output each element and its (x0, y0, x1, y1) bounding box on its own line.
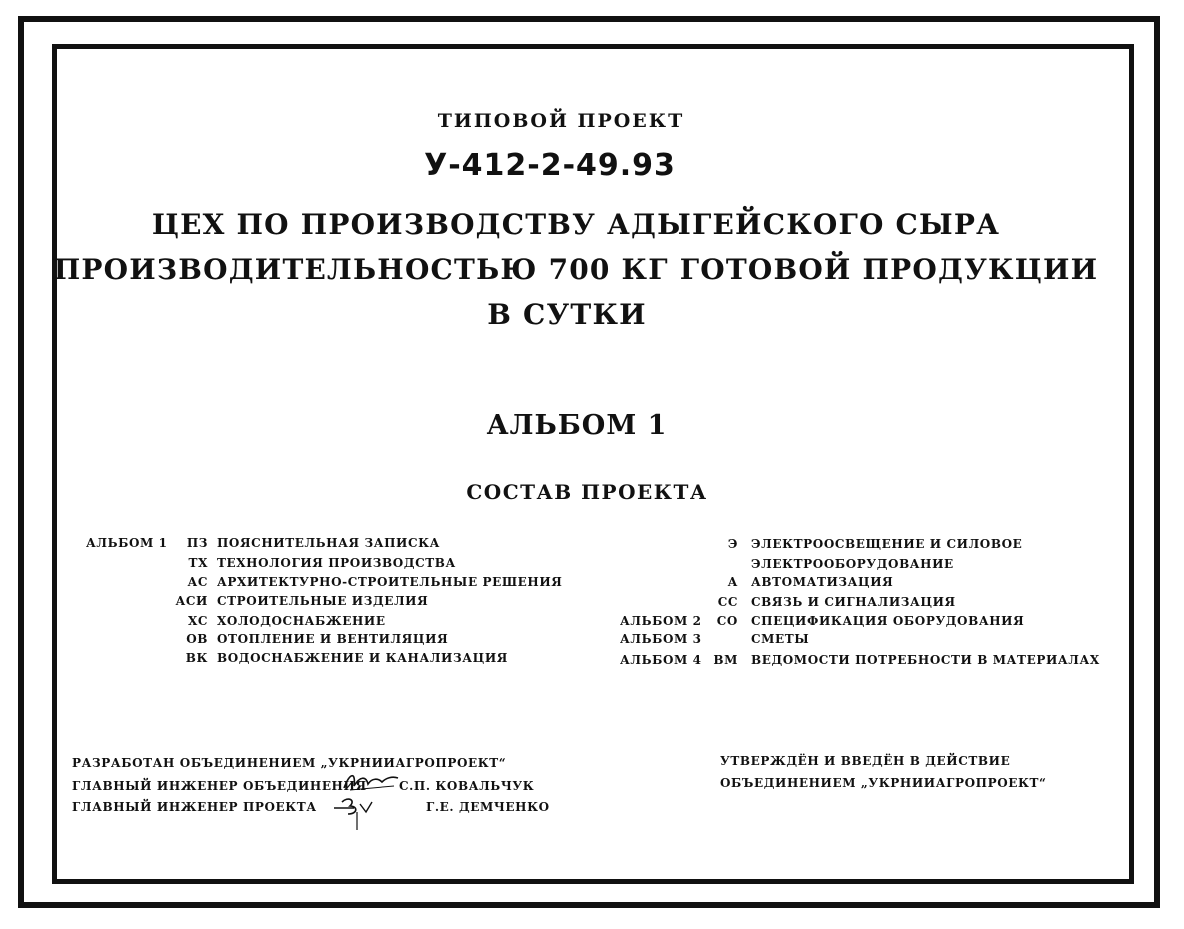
title-line-1: ЦЕХ ПО ПРОИЗВОДСТВУ АДЫГЕЙСКОГО СЫРА (151, 208, 1001, 241)
signature-kovalchuk (340, 768, 404, 794)
item-code: АС (187, 575, 208, 589)
typical-project-label: ТИПОВОЙ ПРОЕКТ (437, 110, 685, 132)
item-code: ВМ (713, 653, 738, 667)
album-label: АЛЬБОМ 2 (620, 614, 702, 628)
item-code: ВК (185, 651, 208, 665)
item-name: СПЕЦИФИКАЦИЯ ОБОРУДОВАНИЯ (751, 614, 1025, 628)
item-code: СО (716, 614, 738, 628)
item-name: СВЯЗЬ И СИГНАЛИЗАЦИЯ (751, 595, 956, 609)
album-label: АЛЬБОМ 4 (620, 653, 702, 667)
item-name: ОТОПЛЕНИЕ И ВЕНТИЛЯЦИЯ (217, 632, 449, 646)
item-code: АСИ (175, 594, 208, 608)
item-code: А (727, 575, 738, 589)
item-code: СС (717, 595, 738, 609)
album-heading: АЛЬБОМ 1 (486, 410, 668, 441)
item-name: ХОЛОДОСНАБЖЕНИЕ (217, 614, 386, 628)
item-name: АРХИТЕКТУРНО-СТРОИТЕЛЬНЫЕ РЕШЕНИЯ (217, 575, 563, 589)
chief-engineer-org-label: ГЛАВНЫЙ ИНЖЕНЕР ОБЪЕДИНЕНИЯ (72, 779, 367, 793)
title-line-2: ПРОИЗВОДИТЕЛЬНОСТЬЮ 700 КГ ГОТОВОЙ ПРОДУКЦИИ (53, 253, 1099, 286)
item-name: СТРОИТЕЛЬНЫЕ ИЗДЕЛИЯ (217, 594, 429, 608)
item-name: ПОЯСНИТЕЛЬНАЯ ЗАПИСКА (217, 536, 440, 550)
item-name: АВТОМАТИЗАЦИЯ (751, 575, 894, 589)
album-label: АЛЬБОМ 3 (620, 632, 702, 646)
item-code: ОВ (186, 632, 208, 646)
chief-engineer-org-name: С.П. КОВАЛЬЧУК (399, 779, 535, 793)
album-1-label: АЛЬБОМ 1 (86, 536, 168, 550)
item-name: ВОДОСНАБЖЕНИЕ И КАНАЛИЗАЦИЯ (217, 651, 508, 665)
chief-engineer-project-name: Г.Е. ДЕМЧЕНКО (426, 800, 550, 814)
approved-line-2: ОБЪЕДИНЕНИЕМ „УКРНИИАГРОПРОЕКТ“ (720, 776, 1047, 790)
item-name: ТЕХНОЛОГИЯ ПРОИЗВОДСТВА (217, 556, 456, 570)
item-code: ПЗ (186, 536, 208, 550)
developed-by: РАЗРАБОТАН ОБЪЕДИНЕНИЕМ „УКРНИИАГРОПРОЕКТ“ (72, 756, 507, 770)
title-line-3: В СУТКИ (487, 298, 647, 331)
signature-demchenko (330, 794, 380, 834)
item-name: ЭЛЕКТРООСВЕЩЕНИЕ И СИЛОВОЕ (751, 537, 1023, 551)
approved-line-1: УТВЕРЖДЁН И ВВЕДЁН В ДЕЙСТВИЕ (720, 754, 1011, 768)
chief-engineer-project-label: ГЛАВНЫЙ ИНЖЕНЕР ПРОЕКТА (72, 800, 317, 814)
item-name: ЭЛЕКТРООБОРУДОВАНИЕ (751, 557, 954, 571)
item-name: ВЕДОМОСТИ ПОТРЕБНОСТИ В МАТЕРИАЛАХ (751, 653, 1100, 667)
project-code: У-412-2-49.93 (424, 148, 676, 183)
item-code: ТХ (188, 556, 208, 570)
item-code: Э (727, 537, 738, 551)
composition-heading: СОСТАВ ПРОЕКТА (466, 480, 708, 504)
item-name: СМЕТЫ (751, 632, 810, 646)
item-code: ХС (187, 614, 208, 628)
